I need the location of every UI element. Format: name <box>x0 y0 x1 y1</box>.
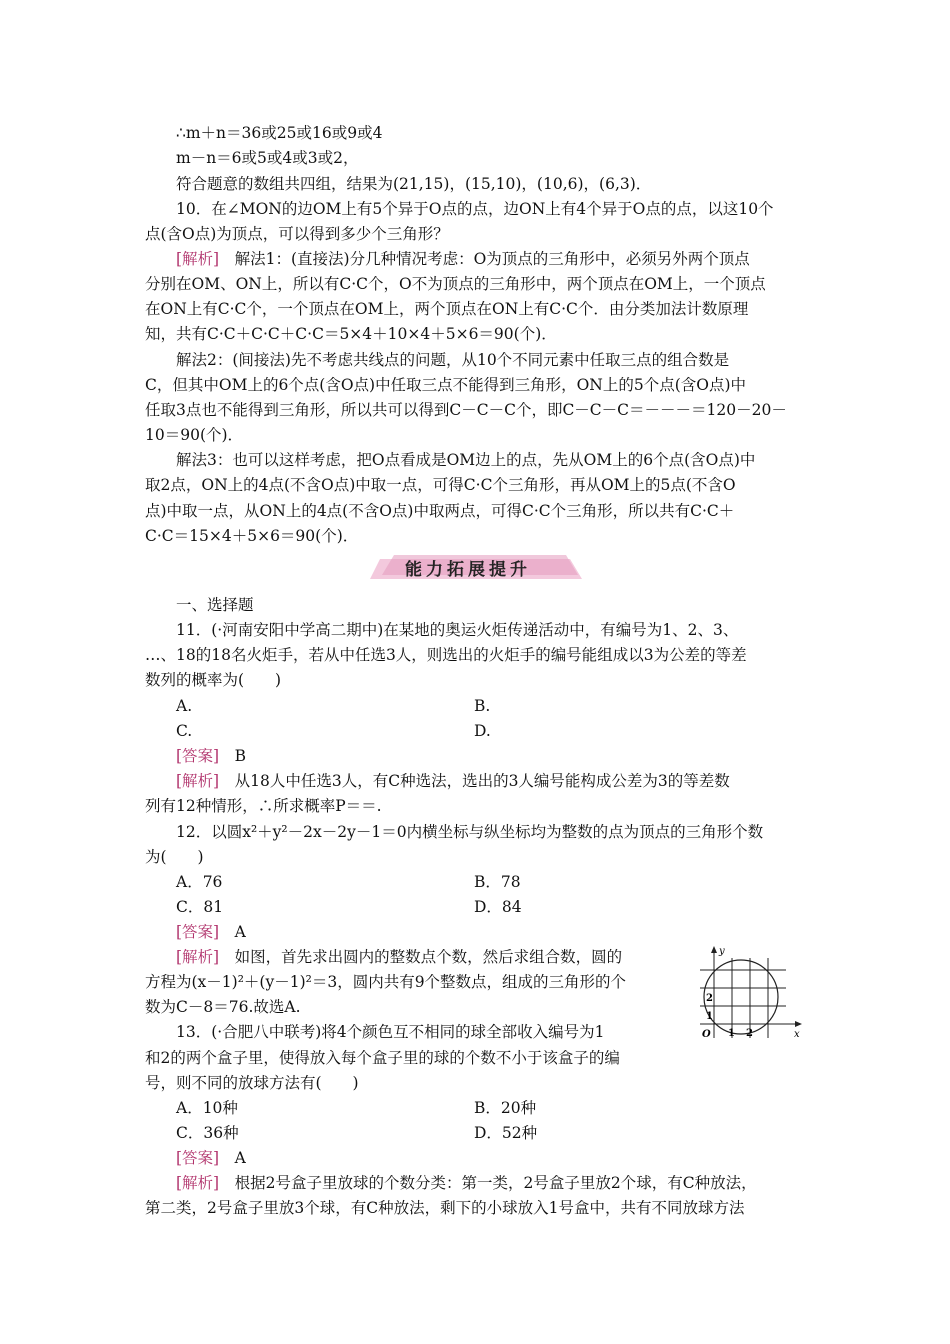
answer-value: A <box>234 923 246 941</box>
option-c: C．36种 <box>176 1124 239 1142</box>
section-banner-title: 能力拓展提升 <box>405 560 531 580</box>
answer-tag: [答案] <box>176 923 220 941</box>
option-b: B. <box>474 697 491 715</box>
axis-x-label: x <box>794 1029 800 1040</box>
text-line: m－n＝6或5或4或3或2， <box>176 149 359 167</box>
analysis-line <box>176 947 622 967</box>
text-line: 符合题意的数组共四组，结果为(21,15)，(15,10)，(10,6)，(6,3)． <box>176 175 652 193</box>
text-line: 取2点，ON上的4点(不含O点)中取一点，可得C·C个三角形，再从OM上的5点(不含O <box>145 476 736 494</box>
analysis-tag: [解析] <box>176 250 220 268</box>
text-line: 号，则不同的放球方法有( ) <box>145 1074 359 1092</box>
text-line: 方程为(x－1)²＋(y－1)²＝3，圆内共有9个整数点，组成的三角形的个 <box>145 973 627 991</box>
text-line: 10＝90(个)． <box>145 426 244 444</box>
origin-label: O <box>702 1029 711 1040</box>
question-13: 13．(·合肥八中联考)将4个颜色互不相同的球全部收入编号为1 <box>176 1023 605 1041</box>
text-line: 为( ) <box>145 848 204 866</box>
text-line: 如图，首先求出圆内的整数点个数，然后求组合数，圆的 <box>234 948 623 966</box>
x-tick-2: 2 <box>746 1028 753 1039</box>
text-line: 知，共有C·C＋C·C＋C·C＝5×4＋10×4＋5×6＝90(个)． <box>145 325 557 343</box>
answer-tag: [答案] <box>176 1149 220 1167</box>
answer-value: A <box>234 1149 246 1167</box>
analysis-line <box>176 249 750 269</box>
answer-line <box>176 1148 246 1168</box>
answer-line <box>176 922 246 942</box>
text-line: 分别在OM、ON上，所以有C·C个，O不为顶点的三角形中，两个顶点在OM上，一个顶点 <box>145 275 766 293</box>
text-line: ∴m＋n＝36或25或16或9或4 <box>176 124 383 142</box>
text-line: 点(含O点)为顶点，可以得到多少个三角形？ <box>145 225 449 243</box>
y-tick-1: 1 <box>706 1011 713 1022</box>
text-line: …、18的18名火炬手，若从中任选3人，则选出的火炬手的编号能组成以3为公差的等差 <box>145 646 747 664</box>
option-b: B．78 <box>474 873 521 891</box>
analysis-tag: [解析] <box>176 948 220 966</box>
option-a: A．10种 <box>176 1099 238 1117</box>
text-line: 在ON上有C·C个，一个顶点在OM上，两个顶点在ON上有C·C个．由分类加法计数原理 <box>145 300 749 318</box>
answer-value: B <box>234 747 247 765</box>
circle-grid-figure <box>694 944 804 1040</box>
answer-tag: [答案] <box>176 747 220 765</box>
text-line: 数列的概率为( ) <box>145 671 282 689</box>
text-line: 任取3点也不能得到三角形，所以共可以得到C－C－C个，即C－C－C＝－－－＝120－20－ <box>145 401 787 419</box>
analysis-line <box>176 1173 757 1193</box>
axis-y-label: y <box>719 946 725 957</box>
text-line: C，但其中OM上的6个点(含O点)中任取三点不能得到三角形，ON上的5个点(含O点)中 <box>145 376 747 394</box>
analysis-tag: [解析] <box>176 1174 220 1192</box>
option-b: B．20种 <box>474 1099 537 1117</box>
text-line: 点)中取一点，从ON上的4点(不含O点)中取两点，可得C·C个三角形，所以共有C·C＋ <box>145 502 735 520</box>
text-line: 第二类，2号盒子里放3个球，有C种放法，剩下的小球放入1号盒中，共有不同放球方法 <box>145 1199 745 1217</box>
text-line: 解法3：也可以这样考虑，把O点看成是OM边上的点，先从OM上的6个点(含O点)中 <box>176 451 756 469</box>
text-line: C·C＝15×4＋5×6＝90(个)． <box>145 527 359 545</box>
option-d: D. <box>474 722 491 740</box>
section-heading: 一、选择题 <box>176 596 254 614</box>
text-line: 列有12种情形，∴所求概率P＝＝. <box>145 797 382 815</box>
y-tick-2: 2 <box>706 993 713 1004</box>
option-a: A．76 <box>176 873 223 891</box>
text-line: 和2的两个盒子里，使得放入每个盒子里的球的个数不小于该盒子的编 <box>145 1049 620 1067</box>
text-line: 解法2：(间接法)先不考虑共线点的问题，从10个不同元素中任取三点的组合数是 <box>176 351 730 369</box>
text-line: 从18人中任选3人，有C种选法，选出的3人编号能构成公差为3的等差数 <box>234 772 730 790</box>
question-11: 11．(·河南安阳中学高二期中)在某地的奥运火炬传递活动中，有编号为1、2、3、 <box>176 621 739 639</box>
text-line: 根据2号盒子里放球的个数分类：第一类，2号盒子里放2个球，有C种放法， <box>234 1174 757 1192</box>
option-c: C．81 <box>176 898 224 916</box>
analysis-tag: [解析] <box>176 772 220 790</box>
option-d: D．52种 <box>474 1124 538 1142</box>
answer-line <box>176 746 246 766</box>
question-10: 10．在∠MON的边OM上有5个异于O点的点，边ON上有4个异于O点的点，以这10个 <box>176 200 774 218</box>
question-12: 12．以圆x²＋y²－2x－2y－1＝0内横坐标与纵坐标均为整数的点为顶点的三角形个数 <box>176 823 764 841</box>
x-tick-1: 1 <box>728 1028 735 1039</box>
text-line: 数为C－8＝76.故选A. <box>145 998 301 1016</box>
text-line: 解法1：(直接法)分几种情况考虑：O为顶点的三角形中，必须另外两个顶点 <box>234 250 750 268</box>
option-a: A. <box>176 697 193 715</box>
option-d: D．84 <box>474 898 522 916</box>
analysis-line <box>176 771 730 791</box>
option-c: C. <box>176 722 193 740</box>
